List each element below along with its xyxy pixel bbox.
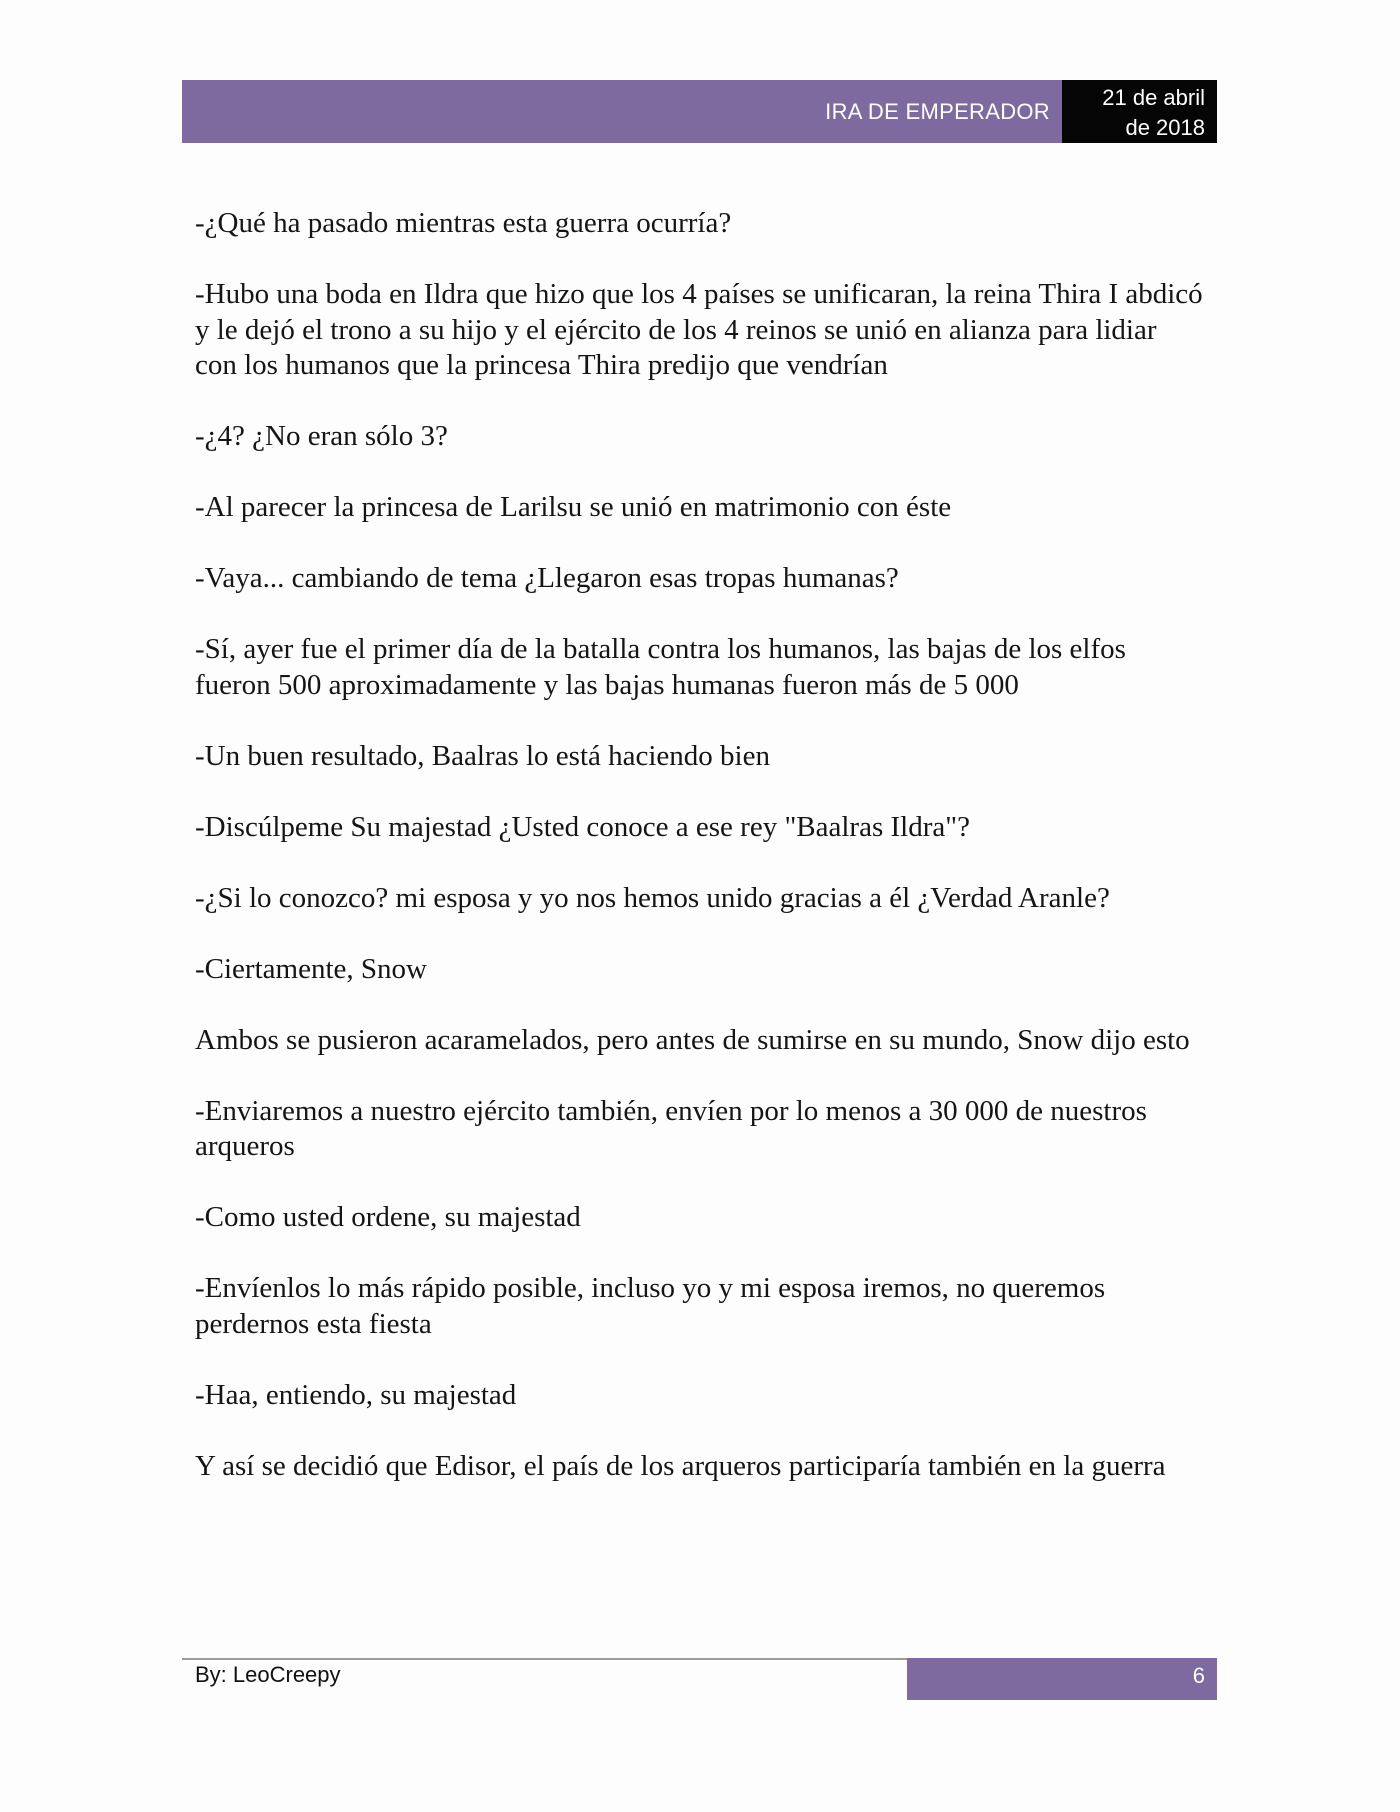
header-date (1062, 80, 1217, 143)
paragraph: -¿Si lo conozco? mi esposa y yo nos hemos unido gracias a él ¿Verdad Aranle? (195, 881, 1110, 914)
header-title: IRA DE EMPERADOR (825, 99, 1050, 124)
paragraph: -Enviaremos a nuestro ejército también, envíen por lo menos a 30 000 de nuestros arqueros (195, 1094, 1147, 1162)
paragraph: Ambos se pusieron acaramelados, pero antes de sumirse en su mundo, Snow dijo esto (195, 1023, 1190, 1056)
paragraph: -Haa, entiendo, su majestad (195, 1378, 517, 1411)
paragraph: -Vaya... cambiando de tema ¿Llegaron esas tropas humanas? (195, 562, 899, 594)
paragraph: -Sí, ayer fue el primer día de la batalla contra los humanos, las bajas de los elfos fueron 500 aproximadamente y las bajas humanas fueron más de 5 000 (195, 633, 1126, 701)
page-number: 6 (1192, 1663, 1205, 1688)
page-body (195, 206, 1205, 1520)
paragraph: -Ciertamente, Snow (195, 952, 427, 985)
paragraph: -Un buen resultado, Baalras lo está haciendo bien (195, 739, 770, 772)
header-date-line-2: de 2018 (1125, 115, 1205, 140)
paragraph: -Envíenlos lo más rápido posible, incluso yo y mi esposa iremos, no queremos perdernos esta fiesta (195, 1272, 1106, 1340)
paragraph: -Discúlpeme Su majestad ¿Usted conoce a ese rey "Baalras Ildra"? (195, 810, 970, 843)
paragraph: -Hubo una boda en Ildra que hizo que los 4 países se unificaran, la reina Thira I abdicó y le dejó el trono a su hijo y el ejército de los 4 reinos se unió en alianza para lidiar con los humanos que la princesa Thira predijo que vendrían (195, 278, 1203, 381)
paragraph: -¿4? ¿No eran sólo 3? (195, 420, 448, 452)
header-date-line-1: 21 de abril (1102, 85, 1205, 110)
paragraph: -Como usted ordene, su majestad (195, 1201, 581, 1233)
paragraph: -¿Qué ha pasado mientras esta guerra ocurría? (195, 207, 732, 239)
footer-author: By: LeoCreepy (195, 1662, 341, 1687)
paragraph: -Al parecer la princesa de Larilsu se unió en matrimonio con éste (195, 491, 952, 523)
paragraph: Y así se decidió que Edisor, el país de los arqueros participaría también en la guerra (195, 1449, 1166, 1482)
